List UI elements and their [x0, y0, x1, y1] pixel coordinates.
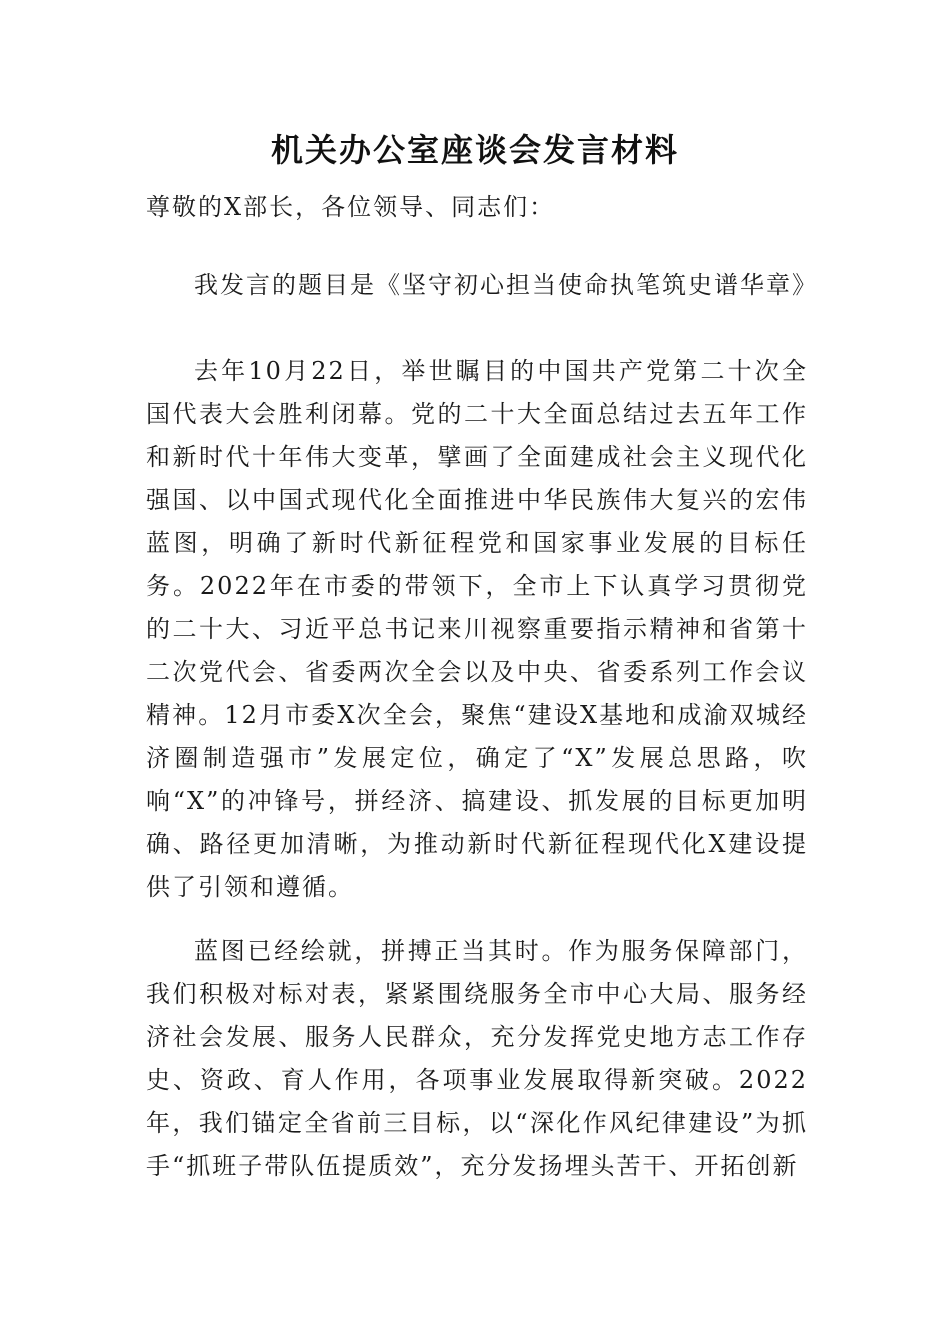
paragraph-text: 蓝图已经绘就，拼搏正当其时。作为服务保障部门，我们积极对标对表，紧紧围绕服务全市中心大局、服务经济社会发展、服务人民群众，充分发挥党史地方志工作存史、资政、育人作用，各项事业发展取得新突破。2022年，我们锚定全省前三目标，以“深化作风纪律建设”为抓手“抓班子带队伍提质效”，充分发扬埋头苦干、开拓创新	[146, 937, 808, 1180]
paragraph-background	[146, 350, 808, 909]
paragraph-work-summary	[146, 930, 808, 1188]
document-title: 机关办公室座谈会发言材料	[270, 131, 679, 169]
paragraph-text: 去年10月22日，举世瞩目的中国共产党第二十次全国代表大会胜利闭幕。党的二十大全面总结过去五年工作和新时代十年伟大变革，擘画了全面建成社会主义现代化强国、以中国式现代化全面推进中华民族伟大复兴的宏伟蓝图，明确了新时代新征程党和国家事业发展的目标任务。2022年在市委的带领下，全市上下认真学习贯彻党的二十大、习近平总书记来川视察重要指示精神和省第十二次党代会、省委两次全会以及中央、省委系列工作会议精神。12月市委X次全会，聚焦“建设X基地和成渝双城经济圈制造强市”发展定位，确定了“X”发展总思路，吹响“X”的冲锋号，拼经济、搞建设、抓发展的目标更加明确、路径更加清晰，为推动新时代新征程现代化X建设提供了引领和遵循。	[146, 357, 808, 901]
paragraph-topic	[146, 264, 818, 307]
paragraph-text: 我发言的题目是《坚守初心担当使命执笔筑史谱华章》	[194, 271, 818, 299]
salutation: 尊敬的X部长，各位领导、同志们：	[146, 193, 556, 221]
